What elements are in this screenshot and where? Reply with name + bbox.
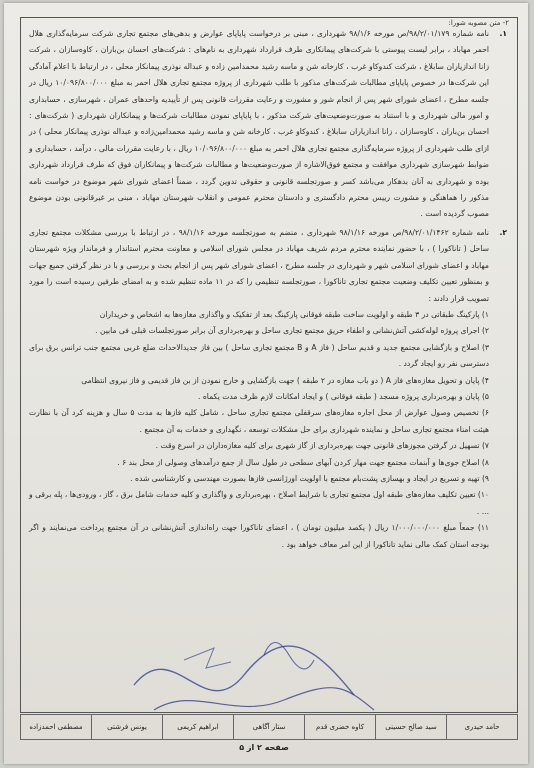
list-item: ۱۱) جمعاً مبلغ ۱/۰۰۰/۰۰۰/۰۰۰ ریال ( یکصد میلیون تومان ) ، اعضای تاناکورا جهت راه‌اندازی آتش‌نشانی در آن مجتمع پرداخت می‌نمایند و اگر بودجه استان کمک مالی نماید تاناکورا از این امر معاف خواهد بود . xyxy=(29,523,489,549)
list-item: ۶) تخصیص وصول عوارض از محل اجاره مغازه‌های سرقفلی مجتمع تجاری ساحل ، شامل کلیه فازها به مدت ۵ سال و هزینه کرد آن با نظارت هیئت امناء مجتمع تجاری ساحل و نماینده شهرداری برای حل مشکلات توسعه ، نگهداری و خدمات به آن مجتمع . xyxy=(29,408,489,434)
paragraph-number: ۲. xyxy=(499,227,507,237)
signature-cell: یونس فرشتی xyxy=(91,715,162,739)
list-item: ۵) پایان و بهره‌برداری پروژه مسجد ( طبقه فوقانی ) و ایجاد امکانات لازم ظرف مدت یکماه . xyxy=(198,391,489,401)
resolution-paragraph-2 xyxy=(29,225,509,553)
signature-cell: حامد حیدری xyxy=(446,715,517,739)
signature-cell: کاوه خضری قدم xyxy=(304,715,375,739)
signatures-row xyxy=(20,714,518,740)
list-item: ۹) تهیه و تسریع در ایجاد و بهسازی پشت‌بام مجتمع با اولویت اورژانسی فازها بصورت مهندسی و کارشناسی شده . xyxy=(130,473,489,483)
list-item: ۸) اصلاح جوی‌ها و آبنمات مجتمع جهت مهار کردن آبهای سطحی در طول سال از جمع درآمدهای وصولی از محل بند ۶ . xyxy=(117,457,489,467)
list-item: ۴) پایان و تحویل مغازه‌های فاز A ( دو باب مغازه در ۲ طبقه ) جهت بازگشایی و خارج نمودن از بن فاز قدیمی و فاز نیروی انتظامی xyxy=(81,375,489,385)
list-item: ۱۰) تعیین تکلیف مغازه‌های طبقه اول مجتمع تجاری با شرایط اصلاح ، بهره‌برداری و واگذاری و کلیه خدمات شامل برق ، گاز ، ورودی‌ها ، پله برقی و ... . xyxy=(29,490,489,516)
agreement-items-list xyxy=(29,307,489,553)
signature-cell: ابراهیم کریمی xyxy=(162,715,233,739)
list-item: ۱) پارکینگ طبقاتی در ۳ طبقه و اولویت ساخت طبقه فوقانی پارکینگ بعد از تفکیک و واگذاری مغازه‌ها به اشخاص و خریداران xyxy=(99,309,489,319)
list-item: ۲) اجرای پروژه لوله‌کشی آتش‌نشانی و اطفاء حریق مجتمع تجاری ساحل و بهره‌برداری آن برابر صورتجلسات قبلی فی مابین . xyxy=(95,326,489,336)
paragraph-text: نامه شماره ۹۸/۲/۰۱/۱۷۹/ص مورخه ۹۸/۱/۶ شهرداری ، مبنی بر درخواست پایاپای عوارض و بدهی‌های مجتمع تجاری شرکت سرمایه‌گذاری هلال احمر مهاباد ، برابر لیست پیوستی با شرکت‌های پیمانکاری طرف قرارداد شهرداری به نام‌های : شرکت‌های احسان بن‌باران ، کاوه‌سازان ، شرکت زانا اندازیاران سابلاغ ، شرکت کندوکاو غرب ، کارخانه شن و ماسه رشید محمدامین زاده و عبداله نوذری پیمانکار محلی ، در ارتباط با اعلام آمادگی این شرکت‌ها در خصوص پایاپای مطالبات شرکت‌های مذکور با طلب شهرداری از پروژه مجتمع تجاری هلال احمر به مبلغ ۱۰/۰۹۶/۸۰۰/۰۰۰ ریال در جلسه مطرح ، اعضای شورای شهر پس از انجام شور و مشورت و رعایت مقررات قانونی پس از تأییدیه واحدهای عمران ، شهرسازی ، حسابداری و امور مالی شهرداری و با استناد به صورت‌وضعیت‌های شرکت مذکور ، با پایاپای نمودن مطالبات شرکت‌ها و پیمانکاران شهرداری ( شرکت‌های : احسان بن‌باران ، کاوه‌سازان ، زانا اندازیاران سابلاغ ، کندوکاو غرب ، کارخانه شن و ماسه رشید محمدامین‌زاده و عبداله نوذری پیمانکار محلی ) در ازای طلب شهرداری از پروژه سرمایه‌گذاری مجتمع تجاری هلال احمر به مبلغ ۱۰/۰۹۶/۸۰۰/۰۰۰ ریال ، با رعایت مقررات مالی ، درآمد ، حسابداری و ضوابط شهرسازی شهرداری موافقت و مجتمع فوق‌الاشاره از صورت‌وضعیت‌ها و مطالبات شرکت‌ها و پیمانکاران فوق که طرف قرارداد شهرداری بوده و شهرداری به آنان بدهکار می‌باشد کسر و صورتجلسه قانونی و حقوقی تدوین گردد ، ضمناً اعضای شورای شهر موضوع در خواست نامه مذکور را هماهنگی و مشورت رییس محترم دادگستری و دادستان محترم عمومی و انقلاب شهرستان مهاباد ، مبنی بر غیرقانونی بودن موضوع مصوب گردیده است . xyxy=(29,29,490,219)
resolution-body xyxy=(29,26,509,555)
list-item: ۷) تسهیل در گرفتن مجوزهای قانونی جهت بهره‌برداری از گاز شهری برای کلیه مغازه‌داران در اسرع وقت . xyxy=(155,441,489,451)
signature-cell: ستار آگاهی xyxy=(233,715,304,739)
council-resolution-frame xyxy=(20,17,518,713)
paragraph-number: ۱. xyxy=(499,29,507,38)
resolution-paragraph-1 xyxy=(29,26,509,223)
paragraph-text: نامه شماره ۹۸/۲/۰۱/۱۴۶۲/ص مورخه ۹۸/۱/۱۶ شهرداری ، منضم به صورتجلسه مورخه ۹۸/۱/۱۶ ، در ارتباط با بررسی مشکلات مجتمع تجاری ساحل ( تاناکورا ) ، با حضور نماینده محترم مردم شریف مهاباد در مجلس شورای اسلامی و معاونت محترم استاندار و فرماندار ویژه شهرستان مهاباد و اعضای شورای اسلامی شهر و شهرداری در جلسه مطرح ، اعضای شورای شهر پس از انجام بحث و بررسی و با در نظر گرفتن جمیع جهات و بمنظور تعیین تکلیف وضعیت مجتمع تجاری تاناکورا ، صورتجلسه تنظیمی را که در ۱۱ ماده تنظیم شده و به امضای طرفین رسیده است را مورد تصویب قرار دادند : xyxy=(29,227,489,303)
list-item: ۳) اصلاح و بازگشایی مجتمع جدید و قدیم ساحل ( فاز A و B مجتمع تجاری ساحل ) بین فاز جدیدالاحداث ضلع غربی مجتمع جنب ترانس برق برای دسترسی نفر رو ایجاد گردد . xyxy=(29,342,490,369)
signature-cell: سید صالح حسینی xyxy=(375,715,446,739)
document-page xyxy=(4,3,528,764)
section-header: ۲- متن مصوبه شورا: xyxy=(448,19,509,27)
signature-cell: مصطفی احمدزاده xyxy=(29,723,83,731)
page-number: صفحه ۲ از ۵ xyxy=(239,743,289,752)
